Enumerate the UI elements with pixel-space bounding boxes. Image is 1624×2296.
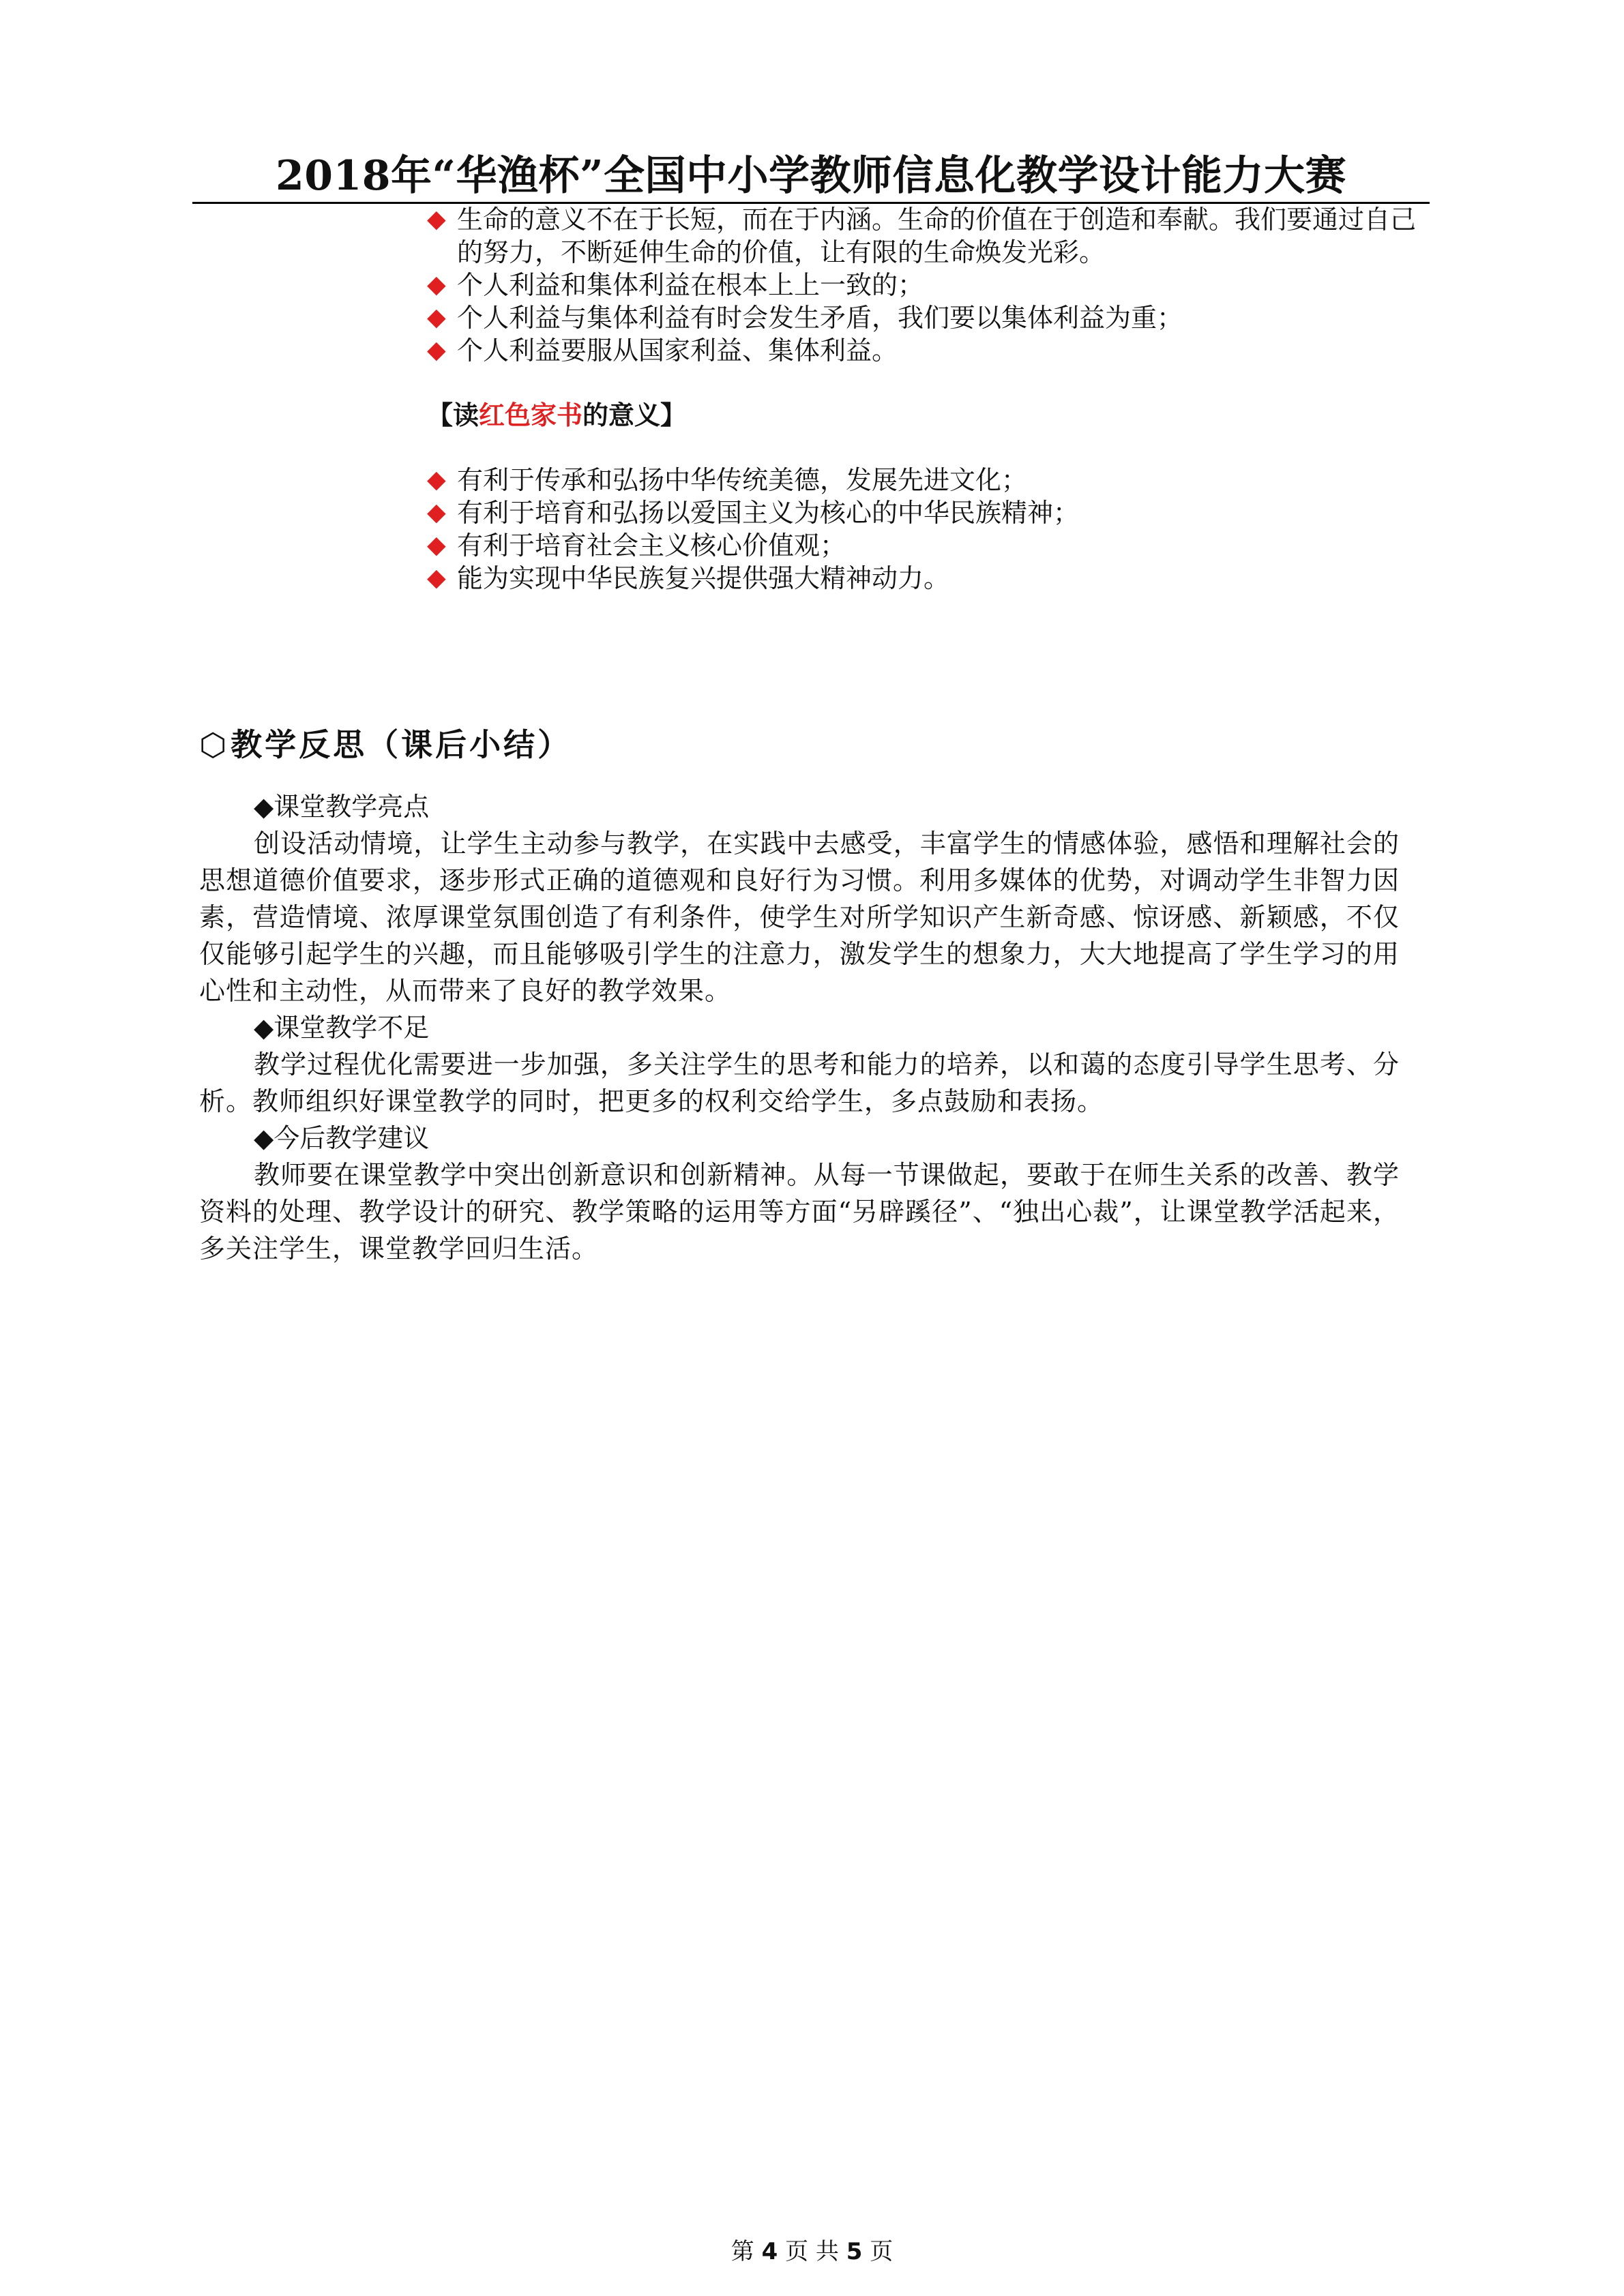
red-diamond-icon: ◆ — [427, 564, 446, 592]
list-item — [427, 529, 1423, 562]
footer-total-pages: 5 — [846, 2238, 863, 2265]
red-diamond-icon: ◆ — [427, 498, 446, 526]
suggestions-subheading: ◆今后教学建议 — [254, 1123, 430, 1153]
list-item — [427, 301, 1423, 334]
red-book-heading-close: 的意义】 — [582, 400, 687, 430]
page-header-title: 2018年“华渔杯”全国中小学教师信息化教学设计能力大赛 — [275, 152, 1346, 200]
red-diamond-icon: ◆ — [427, 466, 446, 494]
red-book-heading-highlight: 红色家书 — [479, 400, 583, 430]
list-item — [427, 464, 1423, 496]
red-diamond-icon: ◆ — [427, 531, 446, 559]
red-diamond-icon: ◆ — [427, 205, 446, 233]
list-item — [427, 203, 1423, 269]
red-diamond-icon: ◆ — [427, 303, 446, 331]
reflection-heading — [199, 724, 572, 765]
list-item-text: 个人利益要服从国家利益、集体利益。 — [457, 336, 898, 366]
reflection-body — [199, 788, 1400, 1267]
red-diamond-icon: ◆ — [427, 271, 446, 299]
highlights-subheading: ◆课堂教学亮点 — [254, 792, 430, 822]
hexagon-icon: ⬡ — [199, 726, 227, 763]
list-item-text: 有利于传承和弘扬中华传统美德，发展先进文化； — [457, 465, 1028, 495]
list-item-text: 生命的意义不在于长短，而在于内涵。生命的价值在于创造和奉献。我们要通过自己的努力，不断延伸生命的价值，让有限的生命焕发光彩。 — [457, 205, 1417, 267]
shortcomings-subheading: ◆课堂教学不足 — [254, 1013, 430, 1043]
values-bullet-list — [427, 203, 1423, 367]
shortcomings-paragraph: 教学过程优化需要进一步加强，多关注学生的思考和能力的培养，以和蔼的态度引导学生思考、分析。教师组织好课堂教学的同时，把更多的权利交给学生，多点鼓励和表扬。 — [199, 1049, 1400, 1116]
list-item — [427, 496, 1423, 529]
reflection-heading-text: 教学反思（课后小结） — [231, 726, 572, 763]
significance-bullet-list — [427, 464, 1423, 595]
list-item — [427, 269, 1423, 301]
red-diamond-icon: ◆ — [427, 336, 446, 364]
list-item — [427, 562, 1423, 595]
list-item — [427, 334, 1423, 367]
page-footer — [0, 2237, 1624, 2267]
footer-page-number: 4 — [761, 2238, 778, 2265]
footer-prefix: 第 — [730, 2238, 754, 2265]
highlights-paragraph: 创设活动情境，让学生主动参与教学，在实践中去感受，丰富学生的情感体验，感悟和理解社会的思想道德价值要求，逐步形式正确的道德观和良好行为习惯。利用多媒体的优势，对调动学生非智力因素，营造情境、浓厚课堂氛围创造了有利条件，使学生对所学知识产生新奇感、惊讶感、新颖感，不仅仅能够引起学生的兴趣，而且能够吸引学生的注意力，激发学生的想象力，大大地提高了学生学习的用心性和主动性，从而带来了良好的教学效果。 — [199, 829, 1400, 1006]
list-item-text: 有利于培育社会主义核心价值观； — [457, 531, 846, 561]
red-book-heading — [427, 398, 686, 432]
suggestions-paragraph: 教师要在课堂教学中突出创新意识和创新精神。从每一节课做起，要敢于在师生关系的改善、教学资料的处理、教学设计的研究、教学策略的运用等方面“另辟蹊径”、“独出心裁”，让课堂教学活起来，多关注学生，课堂教学回归生活。 — [199, 1160, 1400, 1264]
list-item-text: 有利于培育和弘扬以爱国主义为核心的中华民族精神； — [457, 498, 1080, 528]
footer-middle: 页 共 — [785, 2238, 839, 2265]
red-book-heading-open: 【读 — [427, 400, 479, 430]
list-item-text: 个人利益和集体利益在根本上上一致的； — [457, 270, 924, 300]
list-item-text: 能为实现中华民族复兴提供强大精神动力。 — [457, 563, 950, 593]
list-item-text: 个人利益与集体利益有时会发生矛盾，我们要以集体利益为重； — [457, 303, 1183, 333]
footer-suffix: 页 — [870, 2238, 894, 2265]
